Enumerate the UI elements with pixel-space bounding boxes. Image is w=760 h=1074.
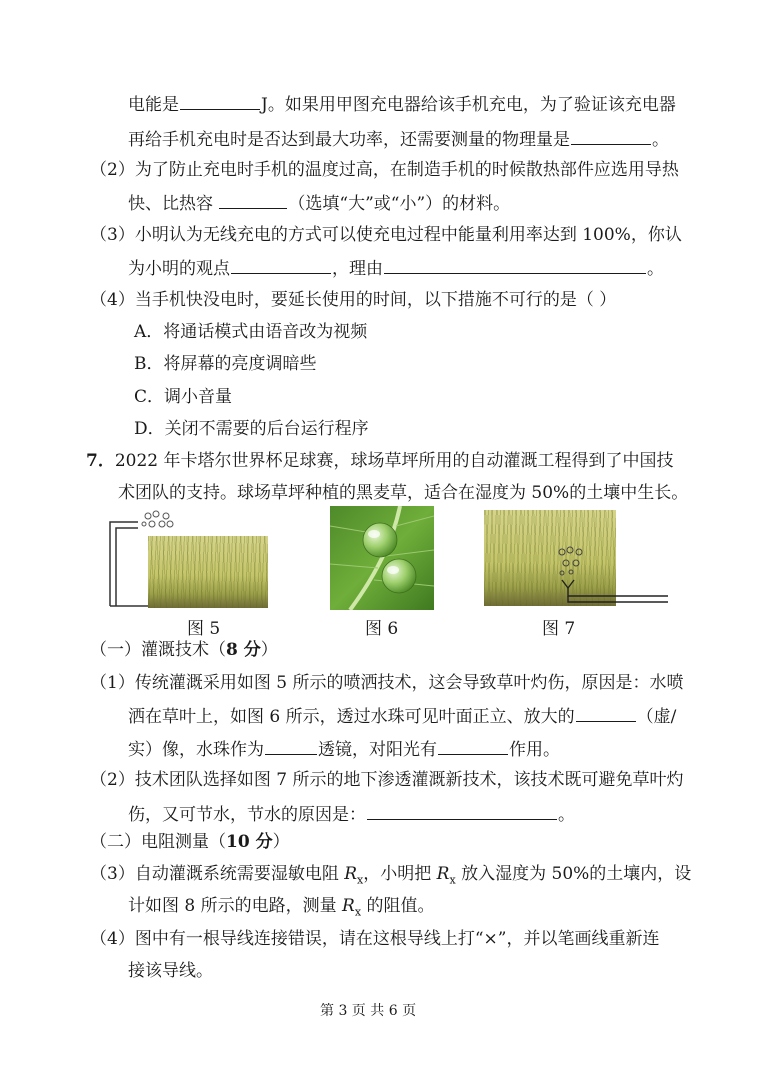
text: 的阻值。 <box>361 896 435 916</box>
resistor-symbol: R <box>344 864 358 884</box>
text: ） <box>260 640 278 660</box>
leaf-water-droplets-image <box>330 506 434 610</box>
text: 洒在草叶上，如图 6 所示，透过水珠可见叶面正立、放大的 <box>128 707 575 727</box>
q1-line-1 <box>128 91 676 117</box>
s1-line-2 <box>128 703 676 729</box>
text: 实）像，水珠作为 <box>128 740 264 760</box>
text: 计如图 8 所示的电路，测量 <box>128 896 343 916</box>
answer-blank[interactable] <box>384 255 646 274</box>
text: 再给手机充电时是否达到最大功率，还需要测量的物理量是 <box>128 130 570 150</box>
subscript: x <box>449 873 456 887</box>
text: 快、比热容 <box>128 194 219 214</box>
text: ） <box>272 832 290 852</box>
s3-line-1 <box>90 862 691 892</box>
s1-line-3 <box>128 736 560 762</box>
score: 8 分 <box>226 640 261 660</box>
figure-7 <box>484 510 674 610</box>
s1-line-1: （1）传统灌溉采用如图 5 所示的喷洒技术，这会导致草叶灼伤，原因是：水喷 <box>90 673 684 693</box>
figure-5-caption: 图 5 <box>187 619 221 639</box>
s3-line-2 <box>128 894 434 924</box>
text: 放入湿度为 50%的土壤内，设 <box>455 864 692 884</box>
q3-line-1: （3）小明认为无线充电的方式可以使充电过程中能量利用率达到 100%，你认 <box>90 225 682 245</box>
figure-6-caption: 图 6 <box>365 619 399 639</box>
option-d[interactable]: D．关闭不需要的后台运行程序 <box>134 419 369 439</box>
text: 伤，又可节水，节水的原因是： <box>128 805 366 825</box>
figure-5 <box>108 510 268 610</box>
s4-line-2: 接该导线。 <box>128 961 213 981</box>
text: ，理由 <box>332 259 383 279</box>
q7-line-1 <box>86 449 674 473</box>
subscript: x <box>357 873 364 887</box>
text: （选填“大”或“小”）的材料。 <box>288 194 511 214</box>
section-2-heading <box>90 830 290 854</box>
s4-line-1: （4）图中有一根导线连接错误，请在这根导线上打“×”，并以笔画线重新连 <box>90 929 660 949</box>
text: 2022 年卡塔尔世界杯足球赛，球场草坪所用的自动灌溉工程得到了中国技 <box>114 451 674 471</box>
page-footer: 第 3 页 共 6 页 <box>320 1003 417 1019</box>
text: 。 <box>652 130 669 150</box>
underground-irrigation-diagram <box>484 510 674 610</box>
section-1-heading <box>90 638 278 662</box>
answer-blank[interactable] <box>367 801 557 820</box>
answer-blank[interactable] <box>438 736 508 755</box>
subscript: x <box>354 905 362 919</box>
text: 作用。 <box>509 740 560 760</box>
sprinkler-pipe-diagram <box>108 510 268 610</box>
text: J。如果用甲图充电器给该手机充电，为了验证该充电器 <box>261 95 676 115</box>
q7-line-2: 术团队的支持。球场草坪种植的黑麦草，适合在湿度为 50%的土壤中生长。 <box>118 483 689 503</box>
q4-line: （4）当手机快没电时，要延长使用的时间，以下措施不可行的是（ ） <box>90 290 617 310</box>
resistor-symbol: R <box>342 896 355 916</box>
text: （虚/ <box>636 707 677 727</box>
figure-7-caption: 图 7 <box>542 619 576 639</box>
text: （3）自动灌溉系统需要湿敏电阻 <box>90 864 345 884</box>
figure-6 <box>330 506 434 610</box>
score: 10 分 <box>226 832 273 852</box>
answer-blank[interactable] <box>576 703 636 722</box>
option-c[interactable]: C．调小音量 <box>134 387 233 407</box>
q3-line-2 <box>128 255 664 281</box>
s2-line-1: （2）技术团队选择如图 7 所示的地下渗透灌溉新技术，该技术既可避免草叶灼 <box>90 770 684 790</box>
text: 电能是 <box>128 95 179 115</box>
text: （二）电阻测量（ <box>90 832 226 852</box>
text: 。 <box>647 259 664 279</box>
q1-line-2 <box>128 126 669 152</box>
q2-line-1: （2）为了防止充电时手机的温度过高，在制造手机的时候散热部件应选用导热 <box>90 160 679 180</box>
q2-line-2 <box>128 190 510 216</box>
text: 透镜，对阳光有 <box>318 740 437 760</box>
answer-blank[interactable] <box>265 736 317 755</box>
answer-blank[interactable] <box>219 190 287 209</box>
resistor-symbol: R <box>436 864 450 884</box>
answer-blank[interactable] <box>231 255 331 274</box>
question-number: 7． <box>86 451 115 471</box>
text: 为小明的观点 <box>128 259 230 279</box>
s2-line-2 <box>128 801 575 827</box>
answer-blank[interactable] <box>180 91 260 110</box>
answer-blank[interactable] <box>571 126 651 145</box>
text: （一）灌溉技术（ <box>90 640 226 660</box>
option-b[interactable]: B．将屏幕的亮度调暗些 <box>134 354 317 374</box>
text: 。 <box>558 805 575 825</box>
option-a[interactable]: A．将通话模式由语音改为视频 <box>134 322 368 342</box>
text: ，小明把 <box>363 864 437 884</box>
